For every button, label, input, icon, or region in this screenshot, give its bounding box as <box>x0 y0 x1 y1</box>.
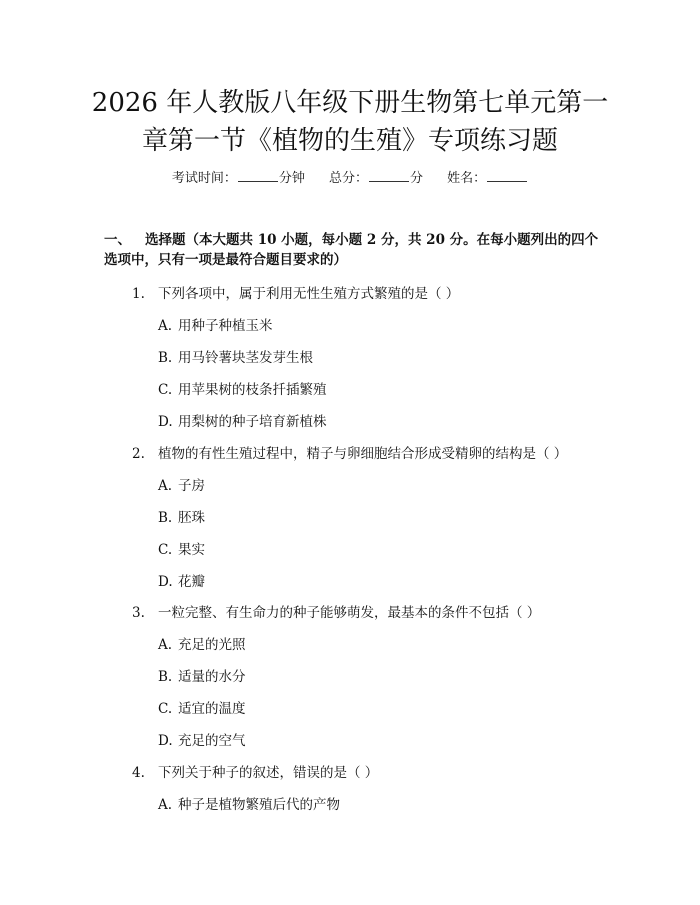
option-3d[interactable]: D. 充足的空气 <box>158 733 246 749</box>
exam-info <box>0 167 700 186</box>
option-1c[interactable]: C. 用苹果树的枝条扦插繁殖 <box>158 382 327 398</box>
option-3b[interactable]: B. 适量的水分 <box>158 669 246 685</box>
name-field: 姓名： <box>447 167 528 186</box>
question-4: 4. 下列关于种子的叙述，错误的是（ ） <box>132 765 379 781</box>
option-2d[interactable]: D. 花瓣 <box>158 574 205 590</box>
option-2b[interactable]: B. 胚珠 <box>158 510 205 526</box>
section-number: 一、 <box>104 232 131 248</box>
option-2c[interactable]: C. 果实 <box>158 542 205 558</box>
score-blank[interactable] <box>369 169 409 182</box>
option-3c[interactable]: C. 适宜的温度 <box>158 701 246 717</box>
section-instructions: 选择题（本大题共 10 小题，每小题 2 分，共 20 分。在每小题列出的四个选项中，只有一项是最符合题目要求的） <box>104 232 599 268</box>
page-title <box>60 84 640 160</box>
section-heading <box>104 230 604 270</box>
name-blank[interactable] <box>487 169 527 182</box>
title-line-2: 章第一节《植物的生殖》专项练习题 <box>141 126 558 156</box>
option-2a[interactable]: A. 子房 <box>158 478 205 494</box>
option-4a[interactable]: A. 种子是植物繁殖后代的产物 <box>158 797 340 813</box>
option-1d[interactable]: D. 用梨树的种子培育新植株 <box>158 414 327 430</box>
exam-time-field: 考试时间： 分钟 <box>171 171 305 186</box>
option-3a[interactable]: A. 充足的光照 <box>158 637 246 653</box>
option-1b[interactable]: B. 用马铃薯块茎发芽生根 <box>158 350 313 366</box>
total-score-field: 总分： 分 <box>328 171 424 186</box>
question-1: 1. 下列各项中，属于利用无性生殖方式繁殖的是（ ） <box>132 286 460 302</box>
question-3: 3. 一粒完整、有生命力的种子能够萌发，最基本的条件不包括（ ） <box>132 605 541 621</box>
time-blank[interactable] <box>238 169 278 182</box>
title-line-1: 2026 年人教版八年级下册生物第七单元第一 <box>91 88 609 118</box>
option-1a[interactable]: A. 用种子种植玉米 <box>158 318 273 334</box>
question-2: 2. 植物的有性生殖过程中，精子与卵细胞结合形成受精卵的结构是（ ） <box>132 446 568 462</box>
